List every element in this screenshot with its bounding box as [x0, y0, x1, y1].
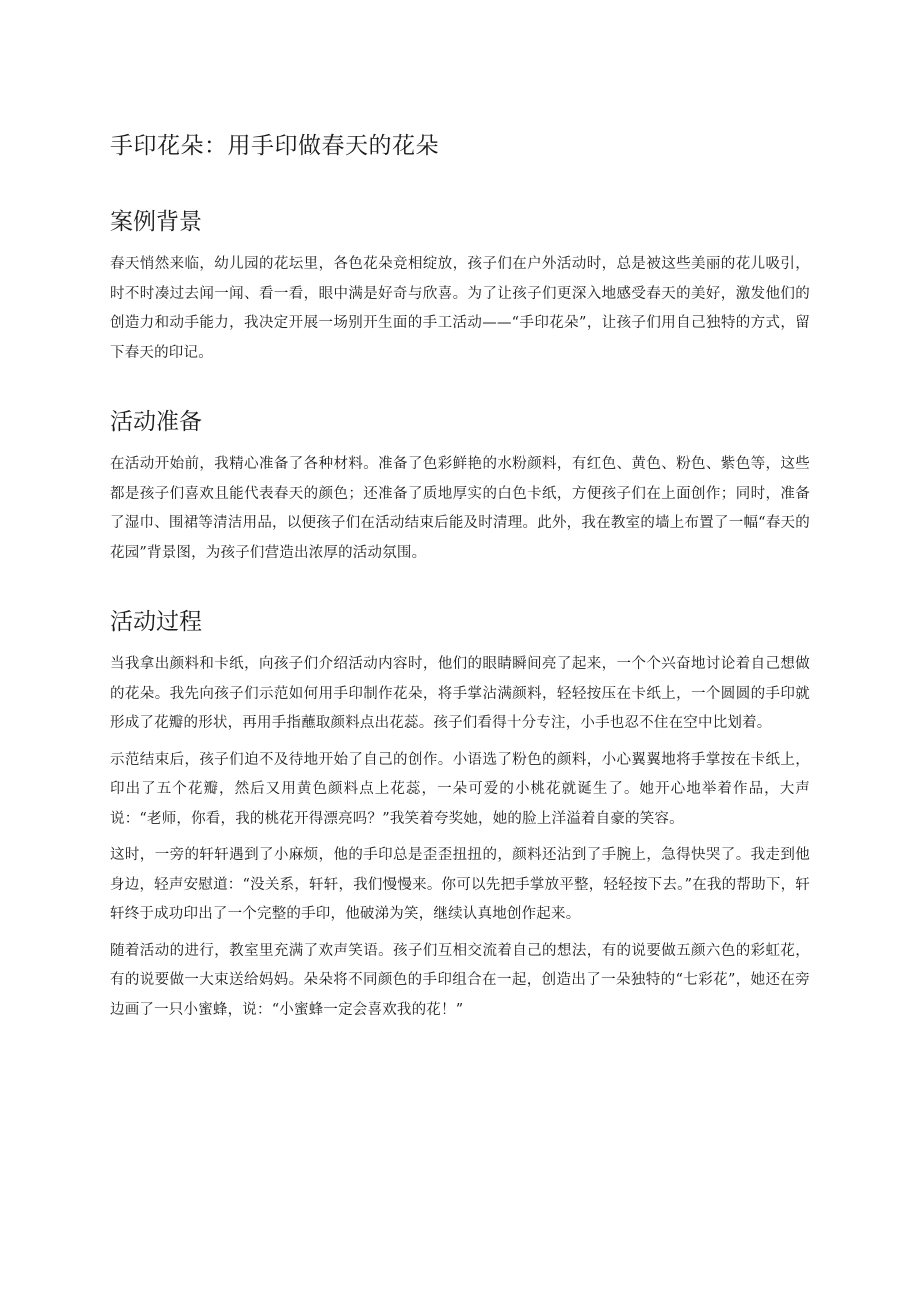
paragraph: 随着活动的进行，教室里充满了欢声笑语。孩子们互相交流着自己的想法，有的说要做五颜六色的彩虹花，有的说要做一大束送给妈妈。朵朵将不同颜色的手印组合在一起，创造出了一朵独特的“七彩花”，她还在旁边画了一只小蜜蜂，说：“小蜜蜂一定会喜欢我的花！”: [110, 942, 810, 1018]
section-background: [110, 204, 810, 368]
section-heading: 活动过程: [110, 609, 202, 635]
section-heading: 活动准备: [110, 409, 202, 435]
paragraph: 春天悄然来临，幼儿园的花坛里，各色花朵竞相绽放，孩子们在户外活动时，总是被这些美丽的花儿吸引，时不时凑过去闻一闻、看一看，眼中满是好奇与欣喜。为了让孩子们更深入地感受春天的美好，激发他们的创造力和动手能力，我决定开展一场别开生面的手工活动——“手印花朵”，让孩子们用自己独特的方式，留下春天的印记。: [110, 256, 810, 361]
paragraph: 这时，一旁的轩轩遇到了小麻烦，他的手印总是歪歪扭扭的，颜料还沾到了手腕上，急得快哭了。我走到他身边，轻声安慰道：“没关系，轩轩，我们慢慢来。你可以先把手掌放平整，轻轻按下去。”在我的帮助下，轩轩终于成功印出了一个完整的手印，他破涕为笑，继续认真地创作起来。: [110, 847, 810, 922]
section-heading: 案例背景: [110, 209, 202, 235]
paragraph: 当我拿出颜料和卡纸，向孩子们介绍活动内容时，他们的眼睛瞬间亮了起来，一个个兴奋地讨论着自己想做的花朵。我先向孩子们示范如何用手印制作花朵，将手掌沾满颜料，轻轻按压在卡纸上，一个圆圆的手印就形成了花瓣的形状，再用手指蘸取颜料点出花蕊。孩子们看得十分专注，小手也忍不住在空中比划着。: [110, 656, 810, 731]
section-preparation: [110, 404, 810, 568]
document-title: 手印花朵：用手印做春天的花朵: [110, 133, 439, 159]
paragraph: 在活动开始前，我精心准备了各种材料。准备了色彩鲜艳的水粉颜料，有红色、黄色、粉色、紫色等，这些都是孩子们喜欢且能代表春天的颜色；还准备了质地厚实的白色卡纸，方便孩子们在上面创作；同时，准备了湿巾、围裙等清洁用品，以便孩子们在活动结束后能及时清理。此外，我在教室的墙上布置了一幅“春天的花园”背景图，为孩子们营造出浓厚的活动氛围。: [110, 456, 810, 561]
section-process: [110, 604, 810, 1025]
paragraph: 示范结束后，孩子们迫不及待地开始了自己的创作。小语选了粉色的颜料，小心翼翼地将手掌按在卡纸上，印出了五个花瓣，然后又用黄色颜料点上花蕊，一朵可爱的小桃花就诞生了。她开心地举着作品，大声说：“老师，你看，我的桃花开得漂亮吗？”我笑着夸奖她，她的脸上洋溢着自豪的笑容。: [110, 751, 810, 827]
document-page: [110, 128, 810, 1061]
